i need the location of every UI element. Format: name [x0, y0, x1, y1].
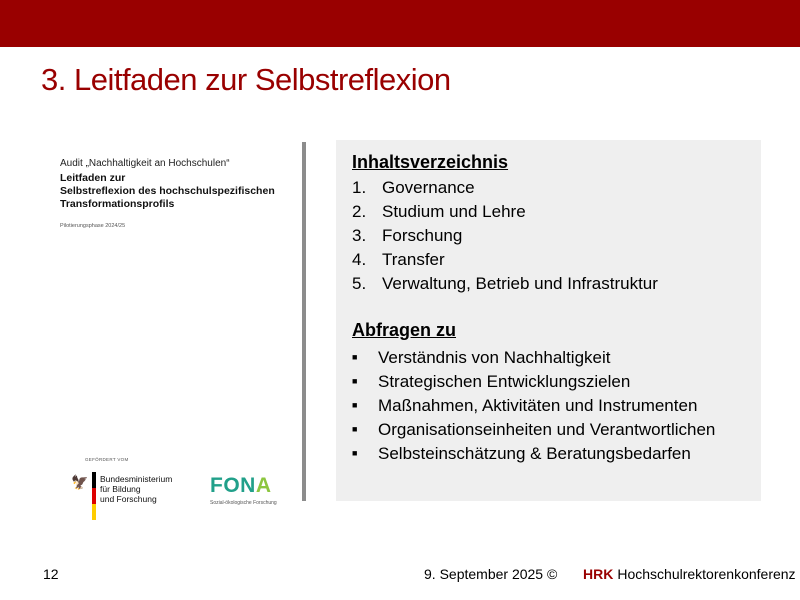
- toc-item-number: 3.: [352, 226, 367, 245]
- abfragen-item: [352, 393, 715, 417]
- fona-logo: [210, 474, 272, 498]
- abfragen-item-label: Strategischen Entwicklungszielen: [378, 372, 631, 391]
- fona-logo-main: FON: [210, 474, 256, 497]
- abfragen-item: [352, 345, 715, 369]
- toc-item-label: Verwaltung, Betrieb und Infrastruktur: [382, 274, 658, 293]
- abfragen-item: [352, 369, 715, 393]
- funded-by-label: GEFÖRDERT VOM: [85, 457, 129, 462]
- abfragen-item: [352, 441, 715, 465]
- abfragen-item-label: Selbsteinschätzung & Beratungsbedarfen: [378, 444, 691, 463]
- toc-item: [352, 176, 658, 200]
- toc-item-number: 4.: [352, 250, 367, 269]
- toc-item-number: 1.: [352, 178, 367, 197]
- document-heading-line: Selbstreflexion des hochschulspezifischen: [60, 185, 275, 197]
- square-bullet-icon: ■: [352, 424, 358, 434]
- square-bullet-icon: ■: [352, 448, 358, 458]
- document-heading-line: Transformationsprofils: [60, 198, 175, 210]
- square-bullet-icon: ■: [352, 376, 358, 386]
- hrk-logo: [583, 566, 796, 582]
- fona-subtitle: Sozial-ökologische Forschung: [210, 500, 277, 506]
- top-header-bar: [0, 0, 800, 47]
- toc-heading: Inhaltsverzeichnis: [352, 152, 509, 172]
- abfragen-item-label: Organisationseinheiten und Verantwortlichen: [378, 420, 716, 439]
- toc-item-label: Forschung: [382, 226, 463, 245]
- document-phase: Pilotierungsphase 2024/25: [60, 223, 126, 229]
- hrk-org-name: Hochschulrektorenkonferenz: [617, 566, 796, 582]
- abfragen-item: [352, 417, 715, 441]
- federal-eagle-icon: 🦅: [71, 474, 89, 490]
- toc-item-label: Governance: [382, 178, 475, 197]
- toc-item: [352, 272, 658, 296]
- toc-item-label: Transfer: [382, 250, 445, 269]
- square-bullet-icon: ■: [352, 400, 358, 410]
- hrk-abbreviation: HRK: [583, 566, 614, 582]
- abfragen-list: [352, 345, 715, 465]
- slide-title: 3. Leitfaden zur Selbstreflexion: [41, 62, 451, 97]
- toc-item-label: Studium und Lehre: [382, 202, 526, 221]
- page-number: 12: [43, 566, 59, 582]
- toc-item-number: 5.: [352, 274, 367, 293]
- toc-item: [352, 200, 658, 224]
- toc-list: [352, 176, 658, 296]
- abfragen-item-label: Verständnis von Nachhaltigkeit: [378, 348, 611, 367]
- content-box: [336, 140, 761, 501]
- toc-item: [352, 224, 658, 248]
- abfragen-item-label: Maßnahmen, Aktivitäten und Instrumenten: [378, 396, 698, 415]
- fona-logo-accent: A: [255, 474, 272, 497]
- vertical-divider: [302, 142, 306, 501]
- document-heading: [60, 172, 275, 211]
- abfragen-heading: Abfragen zu: [352, 320, 457, 340]
- footer-date: 9. September 2025 ©: [424, 566, 558, 582]
- german-flag-stripe: [92, 472, 96, 520]
- bmbf-logo: [71, 472, 171, 520]
- document-subtitle: Audit „Nachhaltigkeit an Hochschulen“: [60, 158, 230, 169]
- toc-item-number: 2.: [352, 202, 367, 221]
- document-cover-thumbnail: [60, 152, 300, 522]
- bmbf-logo-text: Bundesministerium für Bildung und Forschung: [100, 474, 173, 504]
- document-heading-line: Leitfaden zur: [60, 172, 126, 184]
- square-bullet-icon: ■: [352, 352, 358, 362]
- toc-item: [352, 248, 658, 272]
